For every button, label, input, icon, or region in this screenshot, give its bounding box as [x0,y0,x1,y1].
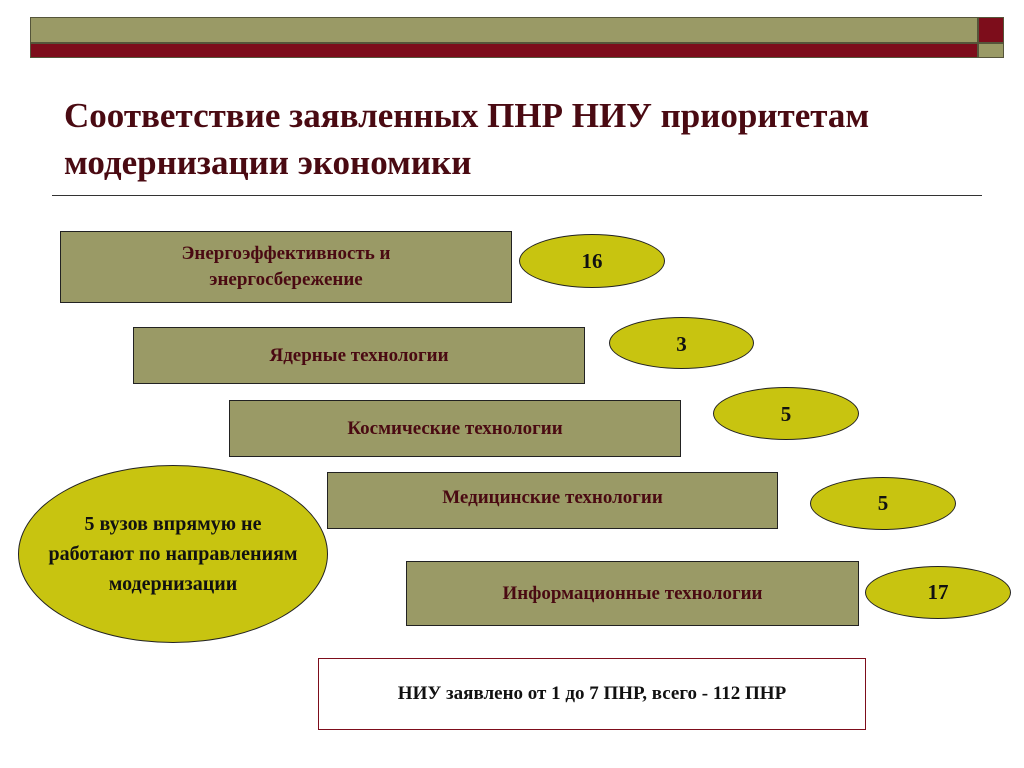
side-note-oval: 5 вузов впрямую не работают по направлениям модернизации [18,465,328,643]
count-oval-energy: 16 [519,234,665,288]
slide-title: Соответствие заявленных ПНР НИУ приоритетам модернизации экономики [64,96,870,182]
direction-box-nuclear: Ядерные технологии [133,327,585,384]
count-oval-space: 5 [713,387,859,440]
direction-box-it: Информационные технологии [406,561,859,626]
header-square-red [978,17,1004,43]
count-oval-it: 17 [865,566,1011,619]
footer-note-box: НИУ заявлено от 1 до 7 ПНР, всего - 112 ПНР [318,658,866,730]
header-square-olive [978,43,1004,58]
direction-box-energy: Энергоэффективность и энергосбережение [60,231,512,303]
direction-box-space: Космические технологии [229,400,681,457]
count-oval-medical: 5 [810,477,956,530]
title-divider [52,195,982,196]
count-oval-nuclear: 3 [609,317,754,369]
header-bar-red [30,43,978,58]
direction-box-medical: Медицинские технологии [327,472,778,529]
header-bar-olive [30,17,978,43]
